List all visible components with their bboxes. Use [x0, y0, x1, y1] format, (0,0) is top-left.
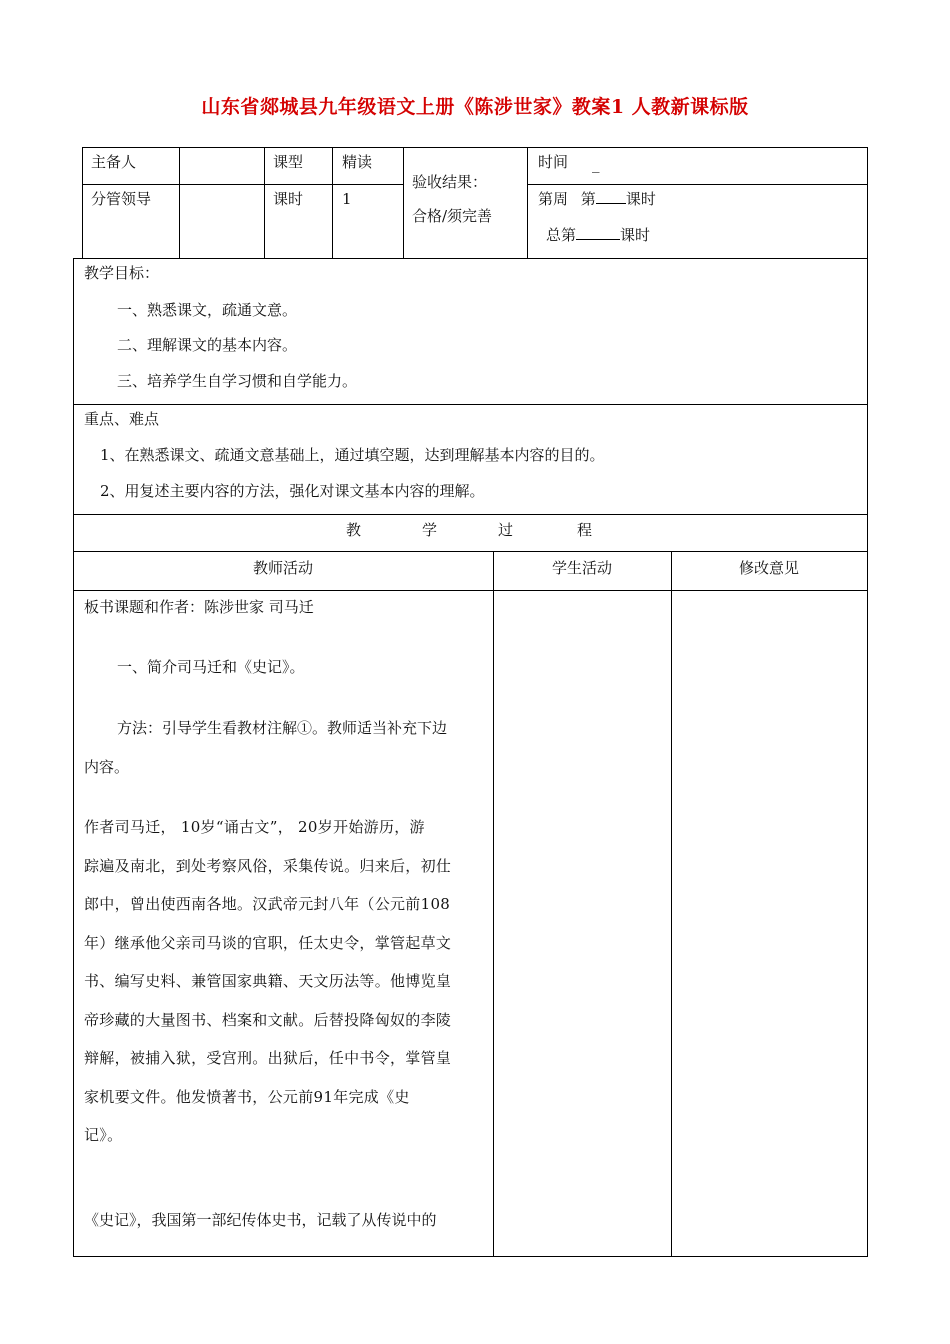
col-teacher-header: 教师活动 [252, 559, 313, 577]
teacher-p5: 《史记》，我国第一部纪传体史书，记载了从传说中的 [84, 1211, 437, 1229]
process-heading-char: 程 [577, 521, 593, 539]
teacher-p4-line: 年）继承他父亲司马谈的官职，任太史令，掌管起草文 [84, 933, 452, 952]
total-prefix: 总第 [546, 226, 577, 244]
week-keshi-prefix: 第 [580, 190, 596, 208]
process-heading-char: 学 [422, 521, 438, 539]
week-label: 第周 [538, 190, 569, 208]
teacher-p4-line: 踪遍及南北，到处考察风俗，采集传说。归来后，初仕 [84, 856, 452, 875]
teacher-p4-line: 家机要文件。他发愤著书，公元前91年完成《史 [84, 1087, 410, 1106]
shijian-value: _ [592, 155, 600, 173]
process-heading-char: 过 [498, 521, 514, 539]
week-keshi-suffix: 课时 [625, 190, 656, 208]
document-title: 山东省郯城县九年级语文上册《陈涉世家》教案1 人教新课标版 [201, 96, 749, 118]
teacher-p4-line: 辩解，被捕入狱，受宫刑。出狱后，任中书令，掌管皇 [84, 1049, 452, 1067]
zhubeiren-label: 主备人 [91, 153, 137, 171]
keshi-label: 课时 [273, 190, 304, 208]
teacher-p4-line: 书、编写史料、兼管国家典籍、天文历法等。他博览皇 [84, 972, 452, 990]
col-revise-header: 修改意见 [738, 559, 799, 577]
teacher-p3-line1: 方法：引导学生看教材注解①。教师适当补充下边 [117, 719, 448, 737]
teacher-p3-line2: 内容。 [84, 758, 130, 776]
goal-item: 一、熟悉课文，疏通文意。 [117, 301, 298, 319]
keypoint-item: 2、用复述主要内容的方法，强化对课文基本内容的理解。 [100, 482, 485, 500]
total-keshi [546, 225, 650, 245]
kexing-label: 课型 [273, 153, 304, 171]
teacher-p4-line: 记》。 [84, 1126, 123, 1144]
keypoint-item: 1、在熟悉课文、疏通文意基础上，通过填空题，达到理解基本内容的目的。 [100, 446, 605, 464]
kexing-value: 精读 [342, 153, 373, 171]
total-keshi-blank [576, 225, 620, 240]
keypoints-heading: 重点、难点 [84, 410, 160, 428]
week-keshi [538, 189, 656, 209]
goals-heading: 教学目标： [84, 264, 160, 282]
yanshou-value: 合格/须完善 [412, 207, 493, 225]
teacher-p4-line: 帝珍藏的大量图书、档案和文献。后替投降匈奴的李陵 [84, 1010, 452, 1029]
col-student-header: 学生活动 [551, 559, 612, 577]
keshi-value: 1 [342, 190, 352, 208]
goal-item: 三、培养学生自学习惯和自学能力。 [117, 372, 358, 390]
teacher-p4 [84, 808, 488, 1155]
teacher-p4-line: 作者司马迁， 10岁“诵古文”， 20岁开始游历，游 [84, 818, 425, 836]
shijian-label: 时间 [538, 153, 569, 171]
teacher-p1: 板书课题和作者：陈涉世家 司马迁 [84, 598, 314, 616]
week-keshi-blank [596, 189, 626, 204]
goal-item: 二、理解课文的基本内容。 [117, 336, 298, 354]
process-heading-char: 教 [346, 521, 362, 539]
yanshou-label: 验收结果： [412, 173, 488, 191]
fenguan-label: 分管领导 [91, 190, 152, 208]
total-suffix: 课时 [620, 226, 651, 244]
teacher-p2: 一、简介司马迁和《史记》。 [117, 658, 305, 676]
teacher-p4-line: 郎中，曾出使西南各地。汉武帝元封八年（公元前108 [84, 895, 451, 913]
